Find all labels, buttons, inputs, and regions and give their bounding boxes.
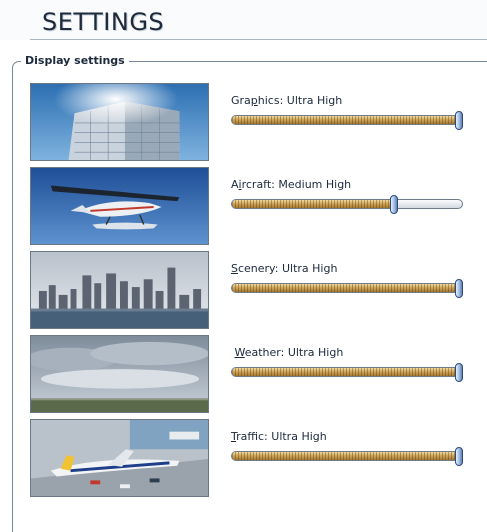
weather-slider[interactable] — [231, 367, 466, 379]
scenery-label: Scenery: Ultra High — [231, 262, 338, 275]
traffic-thumbnail — [30, 419, 209, 497]
aircraft-slider[interactable] — [231, 199, 466, 211]
slider-track — [231, 367, 463, 377]
aircraft-label: Aircraft: Medium High — [231, 178, 352, 191]
slider-knob[interactable] — [455, 279, 463, 298]
slider-knob[interactable] — [455, 447, 463, 466]
traffic-label: Traffic: Ultra High — [231, 430, 327, 443]
slider-fill — [232, 452, 460, 460]
slider-track — [231, 451, 463, 461]
slider-fill — [232, 368, 460, 376]
graphics-label: Graphics: Ultra High — [231, 94, 343, 107]
slider-fill — [232, 200, 395, 208]
slider-knob[interactable] — [390, 195, 398, 214]
aircraft-thumbnail — [30, 167, 209, 245]
slider-track — [231, 283, 463, 293]
graphics-thumbnail — [30, 83, 209, 161]
weather-label: Weather: Ultra High — [234, 346, 344, 359]
slider-track — [231, 115, 463, 125]
graphics-slider[interactable] — [231, 115, 466, 127]
header-divider — [30, 39, 487, 40]
slider-fill — [232, 116, 460, 124]
traffic-slider[interactable] — [231, 451, 466, 463]
scenery-slider[interactable] — [231, 283, 466, 295]
slider-fill — [232, 284, 460, 292]
scenery-thumbnail — [30, 251, 209, 329]
slider-knob[interactable] — [455, 363, 463, 382]
weather-thumbnail — [30, 335, 209, 413]
slider-track — [231, 199, 463, 209]
group-legend: Display settings — [21, 54, 129, 67]
page-title: SETTINGS — [42, 8, 165, 36]
slider-knob[interactable] — [455, 111, 463, 130]
